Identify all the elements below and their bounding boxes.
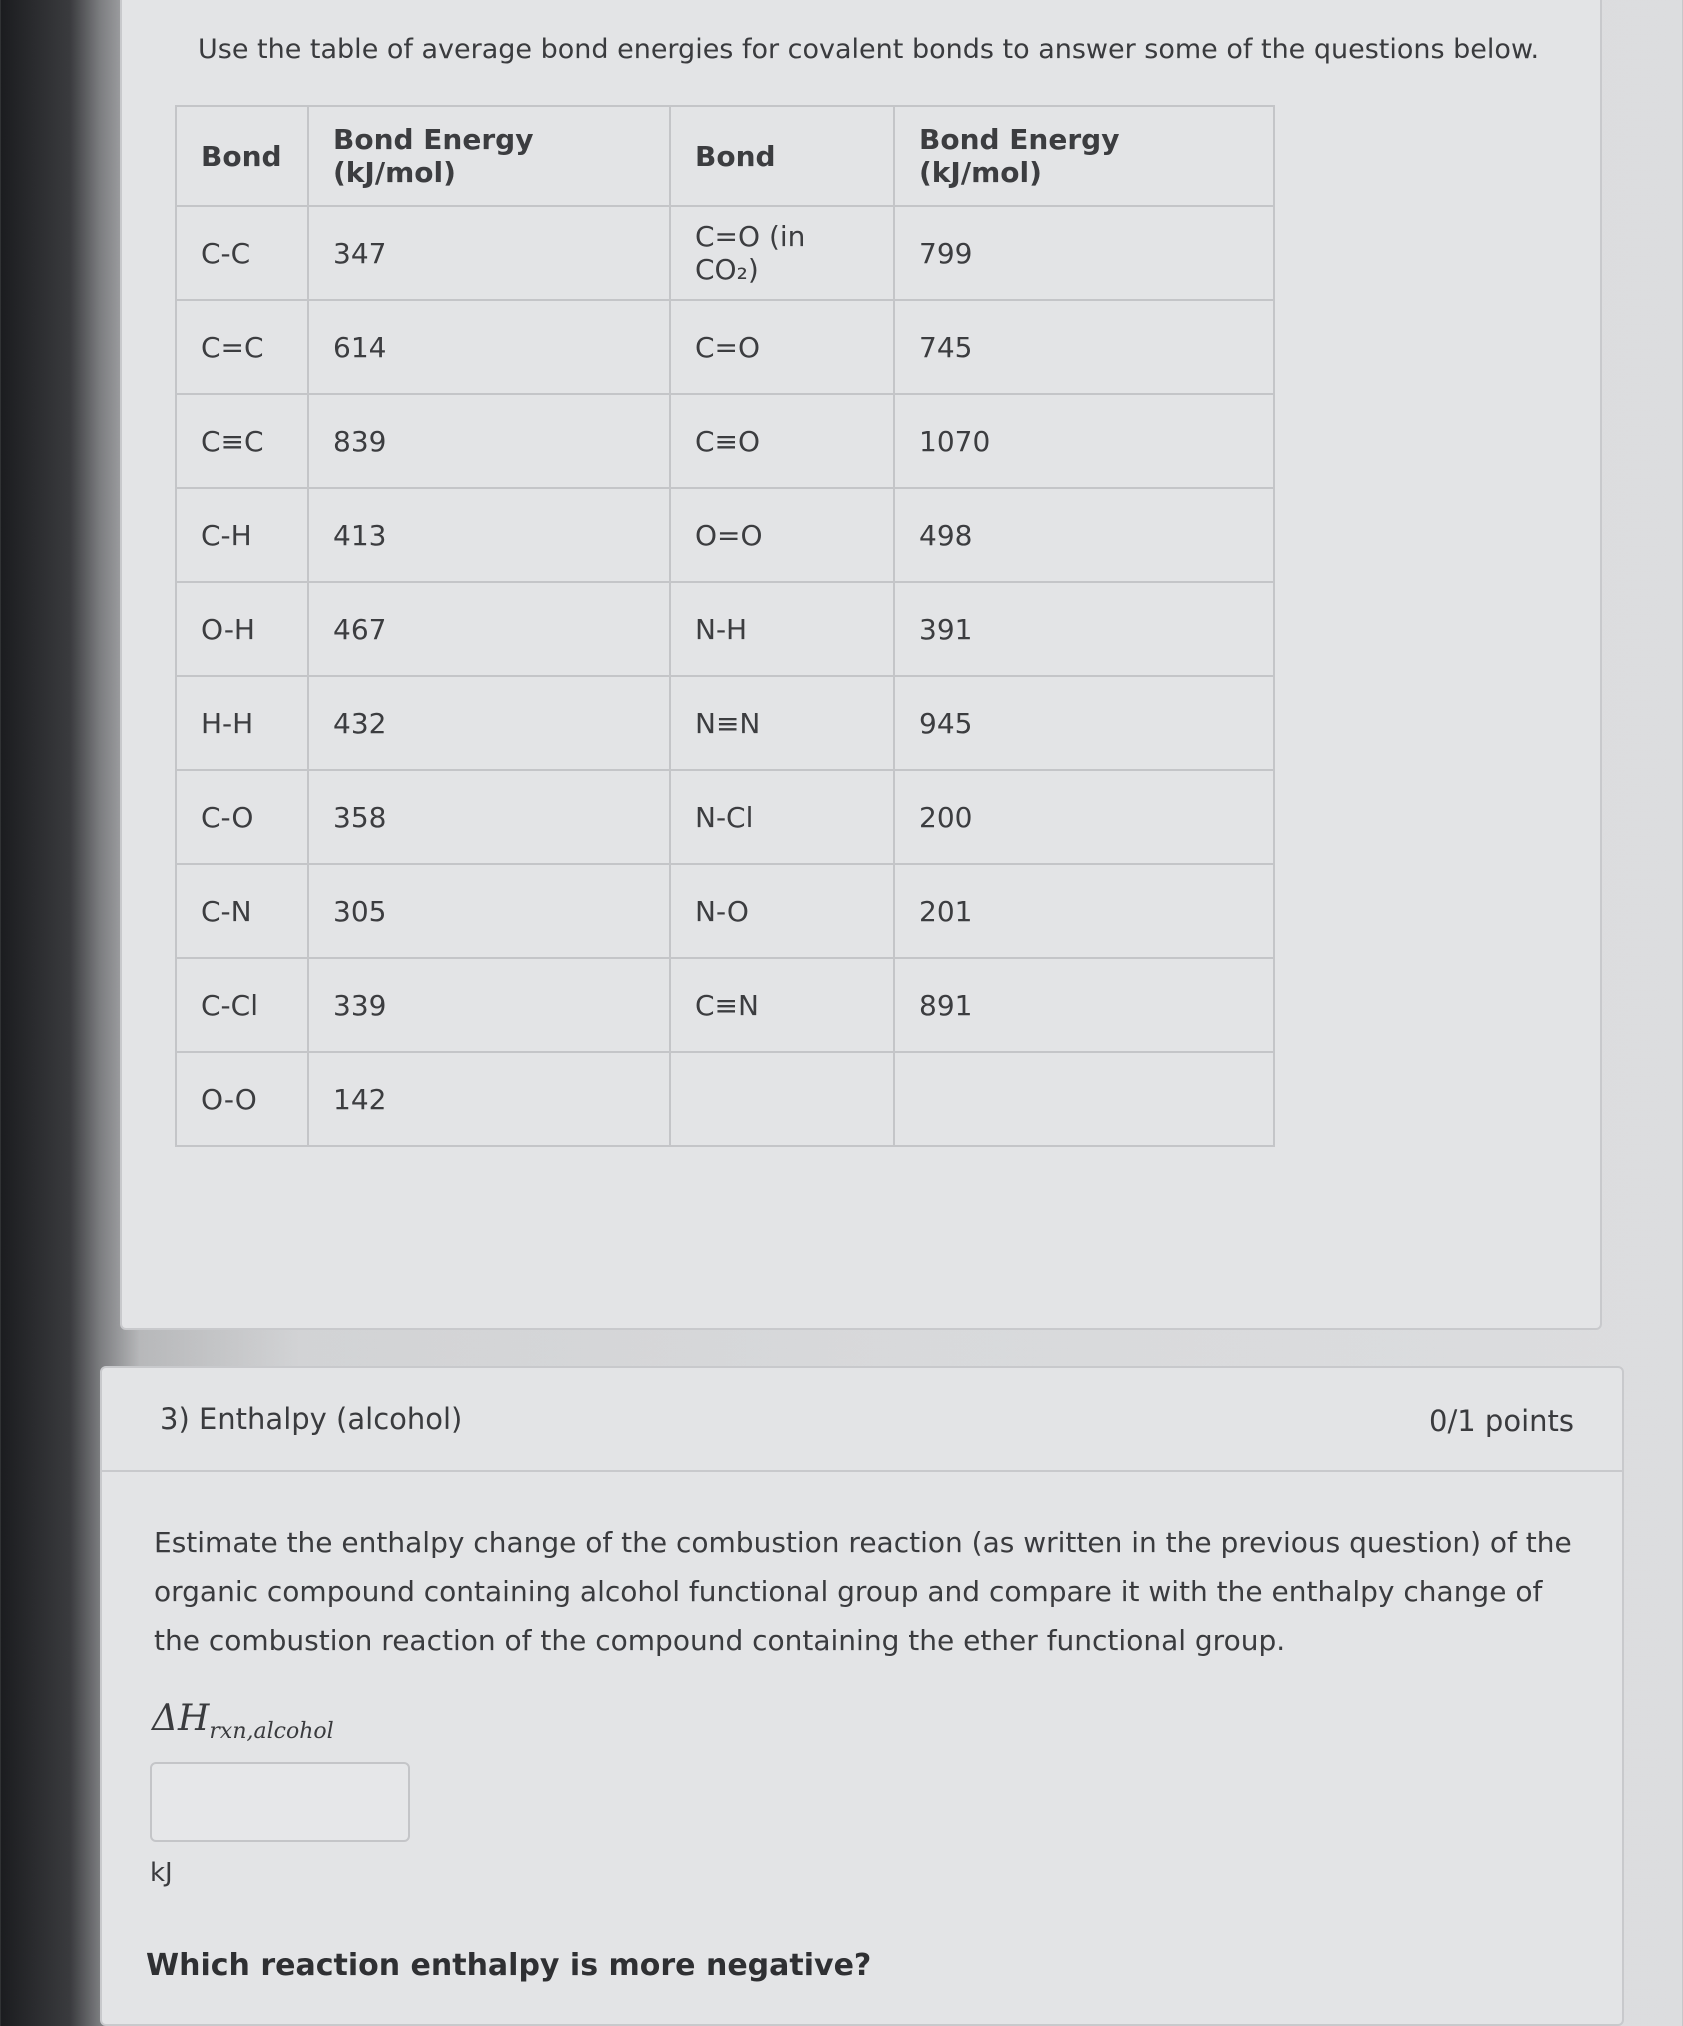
bond-cell: N-O (670, 864, 894, 958)
bond-cell: C-H (176, 488, 308, 582)
question-header (102, 1368, 1622, 1472)
bond-cell: O-H (176, 582, 308, 676)
table-row (176, 1052, 1274, 1146)
answer-label (152, 1698, 334, 1744)
table-row (176, 676, 1274, 770)
energy-cell: 945 (894, 676, 1274, 770)
energy-cell: 745 (894, 300, 1274, 394)
energy-cell: 339 (308, 958, 670, 1052)
header-bond-1: Bond (176, 106, 308, 206)
bond-cell: O-O (176, 1052, 308, 1146)
energy-cell: 391 (894, 582, 1274, 676)
energy-cell: 413 (308, 488, 670, 582)
bond-energy-table (175, 105, 1275, 1147)
header-energy-1: Bond Energy (kJ/mol) (308, 106, 670, 206)
bond-cell: N-Cl (670, 770, 894, 864)
question-title: 3) Enthalpy (alcohol) (160, 1402, 463, 1436)
table-row (176, 958, 1274, 1052)
intro-text: Use the table of average bond energies for covalent bonds to answer some of the questions below. (198, 34, 1540, 65)
answer-label-subscript: rxn,alcohol (209, 1719, 334, 1745)
table-row (176, 488, 1274, 582)
bond-cell: C-C (176, 206, 308, 300)
table-header-row (176, 106, 1274, 206)
energy-cell: 201 (894, 864, 1274, 958)
question-card (100, 1366, 1624, 2026)
bond-cell: H-H (176, 676, 308, 770)
bond-cell: C=O (in CO₂) (670, 206, 894, 300)
bond-cell: C-N (176, 864, 308, 958)
bond-cell (670, 1052, 894, 1146)
header-bond-2: Bond (670, 106, 894, 206)
bond-cell: C=C (176, 300, 308, 394)
energy-cell: 200 (894, 770, 1274, 864)
energy-cell: 799 (894, 206, 1274, 300)
table-row (176, 300, 1274, 394)
table-row (176, 864, 1274, 958)
bond-cell: C≡C (176, 394, 308, 488)
energy-cell: 142 (308, 1052, 670, 1146)
energy-cell: 467 (308, 582, 670, 676)
enthalpy-answer-input[interactable] (150, 1762, 410, 1842)
question-text: Estimate the enthalpy change of the combustion reaction (as written in the previous question) of the organic compound containing alcohol functional group and compare it with the enthalpy change of the combustion reaction of the compound containing the ether functional group. (154, 1526, 1572, 1657)
energy-cell: 1070 (894, 394, 1274, 488)
energy-cell: 347 (308, 206, 670, 300)
bond-cell: N-H (670, 582, 894, 676)
next-question-prompt: Which reaction enthalpy is more negative? (146, 1948, 872, 1983)
bond-cell: C-O (176, 770, 308, 864)
energy-cell: 614 (308, 300, 670, 394)
energy-cell: 432 (308, 676, 670, 770)
energy-cell: 891 (894, 958, 1274, 1052)
answer-unit: kJ (150, 1858, 173, 1888)
bond-cell: C≡O (670, 394, 894, 488)
energy-cell: 305 (308, 864, 670, 958)
energy-cell (894, 1052, 1274, 1146)
bond-cell: O=O (670, 488, 894, 582)
bond-cell: C-Cl (176, 958, 308, 1052)
header-energy-2: Bond Energy (kJ/mol) (894, 106, 1274, 206)
energy-cell: 839 (308, 394, 670, 488)
table-row (176, 394, 1274, 488)
bond-cell: C=O (670, 300, 894, 394)
table-row (176, 206, 1274, 300)
table-row (176, 770, 1274, 864)
bond-cell: N≡N (670, 676, 894, 770)
question-points: 0/1 points (1429, 1404, 1574, 1438)
bond-cell: C≡N (670, 958, 894, 1052)
energy-cell: 358 (308, 770, 670, 864)
energy-cell: 498 (894, 488, 1274, 582)
table-row (176, 582, 1274, 676)
answer-label-main: ΔH (152, 1698, 210, 1739)
